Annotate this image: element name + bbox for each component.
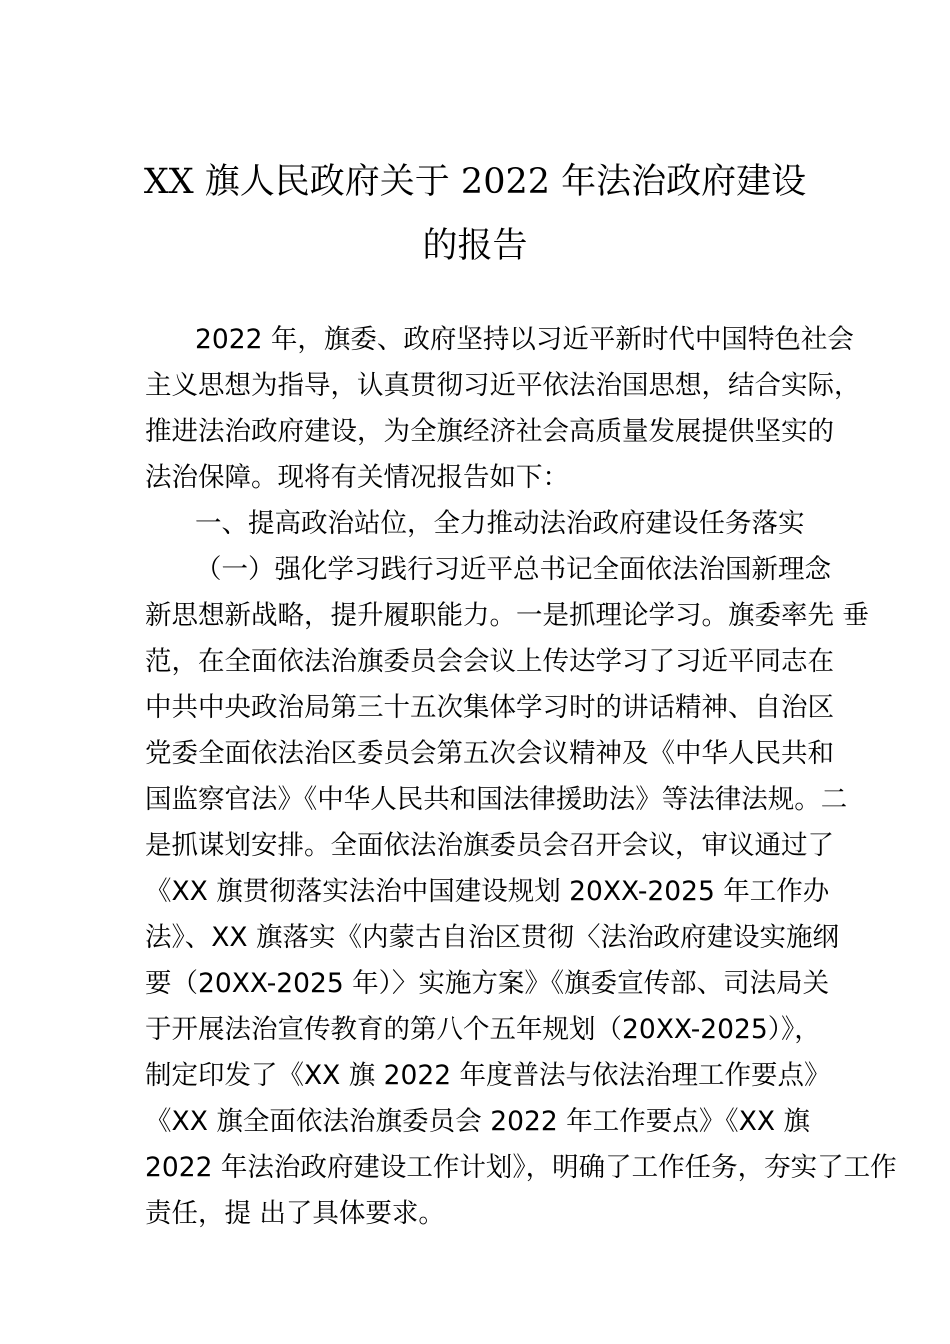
body-line: 责任，提 出了具体要求。 <box>145 1198 445 1229</box>
section-heading: 一、提高政治站位，全力推动法治政府建设任务落实 <box>195 508 805 539</box>
body-line: 2022 年法治政府建设工作计划》，明确了工作任务，夯实了工作 <box>145 1152 897 1183</box>
body-line: 范，在全面依法治旗委员会会议上传达学习了习近平同志在 <box>145 646 834 677</box>
body-line: 《XX 旗全面依法治旗委员会 2022 年工作要点》《XX 旗 <box>145 1106 810 1137</box>
body-line: 国监察官法》《中华人民共和国法律援助法》等法律法规。二 <box>145 784 848 815</box>
body-line: 《XX 旗贯彻落实法治中国建设规划 20XX-2025 年工作办 <box>145 876 830 907</box>
document-title-line-2: 的报告 <box>422 226 528 266</box>
body-line: 法》、XX 旗落实《内蒙古自治区贯彻〈法治政府建设实施纲 <box>145 922 839 953</box>
body-line: 要（20XX-2025 年）〉实施方案》《旗委宣传部、司法局关 <box>145 968 830 999</box>
subsection-heading: （一）强化学习践行习近平总书记全面依法治国新理念 <box>195 554 831 585</box>
body-line: 主义思想为指导，认真贯彻习近平依法治国思想，结合实际， <box>145 370 861 401</box>
body-line: 制定印发了《XX 旗 2022 年度普法与依法治理工作要点》 <box>145 1060 831 1091</box>
body-line: 中共中央政治局第三十五次集体学习时的讲话精神、自治区 <box>145 692 834 723</box>
body-line: 党委全面依法治区委员会第五次会议精神及《中华人民共和 <box>145 738 834 769</box>
body-line: 法治保障。现将有关情况报告如下： <box>145 462 569 493</box>
document-title-line-1: XX 旗人民政府关于 2022 年法治政府建设 <box>143 162 807 202</box>
body-line: 推进法治政府建设，为全旗经济社会高质量发展提供坚实的 <box>145 416 834 447</box>
body-line: 2022 年，旗委、政府坚持以习近平新时代中国特色社会 <box>195 324 854 355</box>
body-line: 新思想新战略，提升履职能力。一是抓理论学习。旗委率先 垂 <box>145 600 869 631</box>
body-line: 是抓谋划安排。全面依法治旗委员会召开会议，审议通过了 <box>145 830 834 861</box>
body-line: 于开展法治宣传教育的第八个五年规划（20XX-2025）》， <box>145 1014 821 1045</box>
